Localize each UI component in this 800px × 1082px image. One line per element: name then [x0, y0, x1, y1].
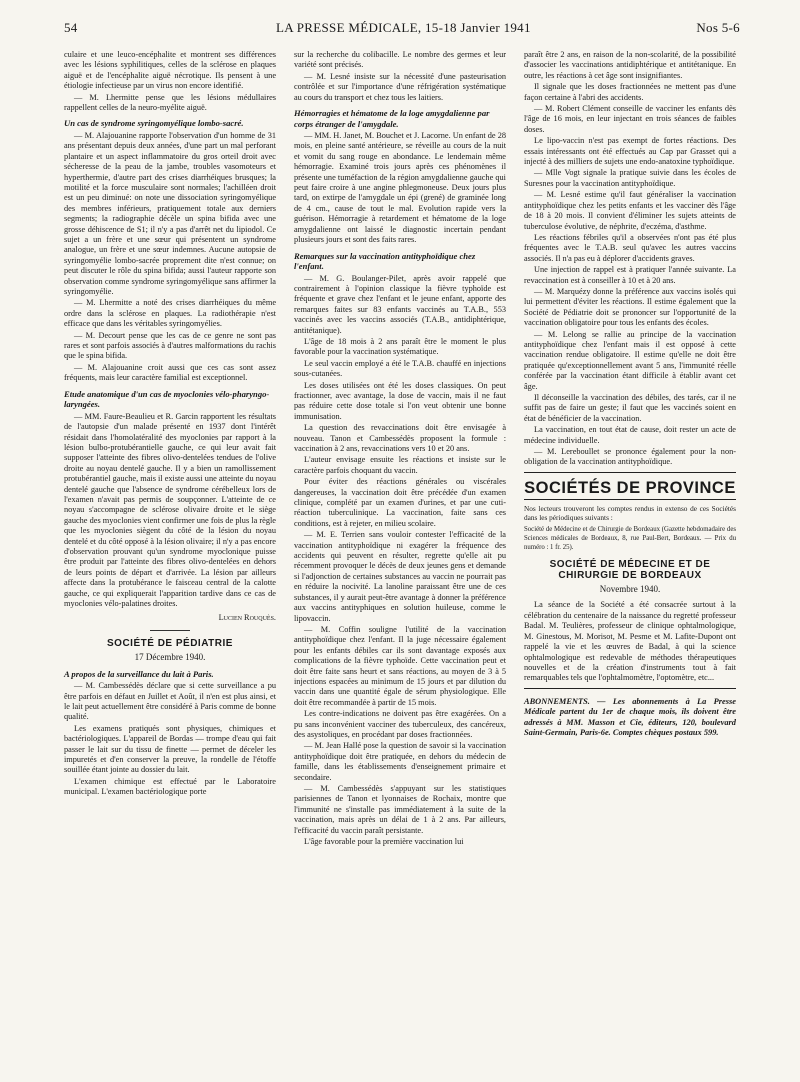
section-date: Novembre 1940.	[599, 584, 661, 595]
paragraph: — M. Cambessédès s'appuyant sur les statistiques parisiennes de Tanon et lyonnaises de Rochaix, montre que l'immunité ne s'installe pas immédiatement à la suite de la vaccination, mais après un délai de 1 à 2 ans. Par ailleurs, l'efficacité du vaccin paraît persistante.	[294, 784, 506, 835]
notice-sub: Société de Médecine et de Chirurgie de Bordeaux (Gazette hebdomadaire des Sciences médicales de Bordeaux, 8, rue Paul-Bert, Bordeaux. — Prix du numéro : 1 fr. 25).	[524, 526, 736, 552]
paragraph: — M. Jean Hallé pose la question de savoir si la vaccination antityphoïdique doit être pratiquée, en dehors du médecin de famille, dans les établissements d'enseignement primaire et secondaire.	[294, 741, 506, 782]
paragraph: — M. Lesné estime qu'il faut généraliser la vaccination antityphoïdique chez les petits enfants et les vacciner dès l'âge de 18 à 20 mois. Il convient d'éliminer les sujets atteints de tuberculose évolutive, de néphrite, d'eczéma, d'asthme.	[524, 190, 736, 231]
issue-number: Nos 5-6	[696, 20, 740, 35]
paragraph: culaire et une leuco-encéphalite et montrent ses différences avec les lésions syphilitiques, celles de la sclérose en plaques aiguë et de l'encéphalite aiguë nécrotique. Ils pensent à une étiologie infectieuse par un virus non encore identifié.	[64, 50, 276, 91]
column-1	[64, 50, 276, 799]
paragraph: Il déconseille la vaccination des débiles, des tarés, car il ne suffit pas de faire un geste; il faut que les vaccinés soient en état de bénéficier de la vaccination.	[524, 393, 736, 423]
paragraph: — M. G. Boulanger-Pilet, après avoir rappelé que contrairement à l'opinion classique la fièvre typhoïde est fréquente et grave chez l'enfant et le jeune enfant, apporte des remarques faites sur 83 enfants vaccinés au T.A.B., 553 vaccinés avec les vaccins associés (T.A.B., antidiphtérique, antitétanique).	[294, 273, 506, 335]
page-number: 54	[64, 20, 78, 35]
column-2	[294, 50, 506, 848]
section-heading: SOCIÉTÉ DE PÉDIATRIE	[107, 637, 233, 649]
section-title: SOCIÉTÉS DE PROVINCE	[524, 478, 736, 497]
article-heading: Etude anatomique d'un cas de myoclonies vélo-pharyngo-laryngées.	[64, 388, 270, 410]
page-header	[64, 20, 740, 40]
paragraph: — M. Cambessédès déclare que si cette surveillance a pu être parfois en défaut en Juillet et Août, il n'en est plus ainsi, et le lait peut actuellement être considéré à Paris comme de bonne qualité.	[64, 681, 276, 722]
journal-title: LA PRESSE MÉDICALE, 15-18 Janvier 1941	[276, 20, 531, 35]
paragraph: — M. Decourt pense que les cas de ce genre ne sont pas rares et sont parfois associés à d'autres malformations du rachis que le spina bifida.	[64, 330, 276, 361]
article-heading: Remarques sur la vaccination antityphoïdique chez l'enfant.	[294, 250, 476, 271]
article-heading: Hémorragies et hématome de la loge amygdalienne par corps étranger de l'amygdale.	[294, 108, 490, 129]
section-date: 17 Décembre 1940.	[134, 652, 206, 663]
paragraph: — M. Marquézy donne la préférence aux vaccins isolés qui lui permettent d'éviter les réactions. Il estime également que la Société de Pédiatrie doit se prononcer sur l'opportunité de la vaccination obligatoire pour tous les enfants des écoles.	[524, 286, 736, 328]
paragraph: L'âge favorable pour la première vaccination lui	[304, 837, 464, 847]
paragraph: — M. Robert Clément conseille de vacciner les enfants dès l'âge de 16 mois, en leur injectant en trois séances de faibles doses.	[524, 104, 736, 134]
author-signature: Lucien Rouquès.	[218, 613, 276, 623]
paragraph: Les doses utilisées ont été les doses classiques. On peut fractionner, avec avantage, la dose de vaccin, mais il ne faut pas réduire cette dose totale si l'on veut obtenir une bonne immunisation.	[294, 380, 506, 421]
paragraph: Pour éviter des réactions générales ou viscérales dangereuses, la vaccination doit être précédée d'un examen clinique, complété par un examen d'urines, et par une cuti-réaction tuberculinique. La vaccination, faite sans ces conditions, est à rejeter, en milieu scolaire.	[294, 477, 506, 528]
paragraph: Les examens pratiqués sont physiques, chimiques et bactériologiques. L'appareil de Bordas — trompe d'eau qui fait passer le lait sur du tissu de finette — permet de déceler les impuretés et d'en conserver la preuve, la rondelle de l'étoffe souillée étant jointe au dossier du lait.	[64, 723, 276, 775]
paragraph: Une injection de rappel est à pratiquer l'année suivante. La revaccination est à conseiller à 10 et à 20 ans.	[524, 265, 736, 285]
column-3	[524, 50, 736, 739]
paragraph: La vaccination, en tout état de cause, doit rester un acte de médecine individuelle.	[524, 425, 736, 445]
paragraph: — M. E. Terrien sans vouloir contester l'efficacité de la vaccination antityphoïdique ni exagérer la fréquence des accidents qui peuvent en résulter, regrette qu'elle ait pu récemment provoquer le décès de deux jeunes gens et demande si l'adjonction de certaines substances au vaccin ne pourrait pas en réduire la nocivité. La lanoline paraissant être une de ces substances, il y aurait peut-être avantage à donner la préférence aux vaccins antityphiques en solution huileuse, comme le lipovaccin.	[294, 530, 506, 623]
subscription-notice: ABONNEMENTS. — Les abonnements à La Presse Médicale partent du 1er de chaque mois, ils doivent être adressés à MM. Masson et Cie, éditeurs, 120, boulevard Saint-Germain, Paris-6e. Comptes chèques postaux 599.	[524, 696, 736, 738]
paragraph: L'examen chimique est effectué par le Laboratoire municipal. L'examen bactériologique porte	[64, 776, 276, 797]
paragraph: — MM. Faure-Beaulieu et R. Garcin rapportent les résultats de l'autopsie d'un malade présenté en 1937 dont l'intérêt résidait dans l'homolatéralité des myoclonies par rapport à la lésion bulbo-protubérantielle gauche, ce qui leur avait fait supposer l'atteinte des fibres olivo-dentelées tendues de l'olive droite au noyau dentelé gauche. Il y a bien un ramollissement protubérantiel gauche, mais il existe aussi une atteinte du noyau dentelé gauche que l'absence de syndrome cérébelleux lors de l'examen n'avait pas permis de soupçonner. L'atteinte de ce noyau s'accompagne de sclérose olivaire droite et le siège gauche des myoclonies vient confirmer une fois de plus la règle que les myoclonies siègent du côté de la lésion du noyau dentelé et du côté opposé à la lésion olivaire; il n'y a pas encore d'observation prouvant qu'un syndrome myoclonique puisse être produit par l'atteinte des fibres olivo-dentelées en dehors de leurs points de départ et d'arrivée. La lésion par ailleurs affecte dans la protubérance le faisceau central de la calotte gauche, ce qui expliquerait l'apparition tardive dans ce cas de myoclonies vélo-palatines droites.	[64, 411, 276, 608]
paragraph: Le lipo-vaccin n'est pas exempt de fortes réactions. Des essais intéressants ont été effectués au Cap par Grasset qui a injecté à des milliers de sujets une endo-anatoxine typhoïdique.	[524, 136, 736, 167]
divider	[524, 688, 736, 689]
paragraph: Les contre-indications ne doivent pas être exagérées. On a pu sans inconvénient vacciner des tuberculeux, des cancéreux, des asystoliques, en procédant par doses fractionnées.	[294, 709, 506, 739]
notice-text: Nos lecteurs trouveront les comptes rendus in extenso de ces Sociétés dans les périodiques suivants :	[524, 504, 736, 523]
paragraph: paraît être 2 ans, en raison de la non-scolarité, de la possibilité d'associer les vaccinations antidiphtérique et antitétanique. En outre, les réactions à cet âge sont insignifiantes.	[524, 50, 736, 80]
divider	[524, 472, 736, 473]
paragraph: — M. Lereboullet se prononce également pour la non-obligation de la vaccination antityphoïdique.	[524, 447, 736, 467]
paragraph: — M. Alajouanine croit aussi que ces cas sont assez fréquents, mais leur caractère familial est exceptionnel.	[64, 362, 276, 383]
paragraph: — M. Alajouanine rapporte l'observation d'un homme de 31 ans présentant depuis deux années, d'une part un mal perforant plantaire et un aspect inflammatoire du gros orteil droit avec sécheresse de la peau de la jambe, troubles vasomoteurs et hyperthermie, d'autre part des crises diarrhéiques brusques; la motilité et la force musculaire sont normales; l'achilléen droit est un peu diminué: on note une dissociation syringomyélique des membres inférieurs, pratiquement totale aux derniers segments; la radiographie décèle un spina bifida avec une grosse déhiscence de S1; il n'y a pas d'arrêt net du lipiodol. Ce sujet a un frère et une sœur qui présentent un syndrome analogue, un frère et une sœur indemnes. Aucune autopsie de syringomyélie lombo-sacrée proprement dite n'est connue; on peut discuter le rôle du spina bifida; aussi l'auteur rapporte son observation comme syndrome syringomyélique sans affirmer la syringomyélie.	[64, 130, 276, 297]
paragraph: La séance de la Société a été consacrée surtout à la célébration du centenaire de la naissance du regretté professeur Badal. M. Teulières, professeur de clinique ophtalmologique, M. Ginestous, M. Morisot, M. Pesme et M. Lafite-Dupont ont rappelé la vie et les œuvres de Badal, à qui la science ophtalmologique est redevable de méthodes thérapeutiques nouvelles et de la création d'instruments tout à fait remarquables tels que l'ophtalmomètre, l'optomètre, etc...	[524, 600, 736, 683]
paragraph: sur la recherche du colibacille. Le nombre des germes et leur variété sont précisés.	[294, 50, 506, 70]
paragraph: — M. Lhermitte pense que les lésions médullaires rappellent celles de la neuro-myélite aiguë.	[64, 92, 276, 113]
divider	[150, 630, 190, 631]
paragraph: L'âge de 18 mois à 2 ans paraît être le moment le plus favorable pour la vaccination systématique.	[294, 336, 506, 357]
paragraph: — MM. H. Janet, M. Bouchet et J. Lacorne. Un enfant de 28 mois, en pleine santé antérieure, se réveille au cours de la nuit et vomit du sang rouge en abondance. Le lendemain même hémorragie. Examiné trois jours après ces phénomènes il présente une tuméfaction de la région amygdalienne gauche qui peut faire croire à une angine phlegmoneuse. Deux jours plus tard, on extirpe de l'amygdale un épi (grené) de graminée long de 4 cm., cause de tout le mal. Evolution rapide vers la guérison. Hémorragie à retardement et hématome de la loge amygdalienne ont laissé le diagnostic incertain pendant plusieurs jours et sont des faits rares.	[294, 131, 506, 245]
divider	[524, 499, 736, 500]
section-heading: SOCIÉTÉ DE MÉDECINE ET DE CHIRURGIE DE BORDEAUX	[549, 559, 711, 581]
paragraph: — M. Lelong se rallie au principe de la vaccination antityphoïdique chez l'enfant mais il est opposé à cette vaccination rendue obligatoire. Il estime qu'elle ne doit être pratiquée qu'exceptionnellement avant 5 ans, l'immunité réelle conférée par la vaccination étant difficile à établir avant cet âge.	[524, 329, 736, 391]
paragraph: Le seul vaccin employé a été le T.A.B. chauffé en injections sous-cutanées.	[294, 358, 506, 379]
paragraph: — Mlle Vogt signale la pratique suivie dans les écoles de Suresnes pour la vaccination antityphoïdique.	[524, 168, 736, 188]
article-heading: Un cas de syndrome syringomyélique lombo-sacré.	[64, 118, 244, 129]
paragraph: L'auteur envisage ensuite les réactions et insiste sur le caractère parfois choquant du vaccin.	[294, 455, 506, 475]
paragraph: — M. Coffin souligne l'utilité de la vaccination antityphoïdique chez l'enfant. Il la juge nécessaire également pour les enfants débiles car ils sont davantage exposés aux complications de la fièvre typhoïde. Cette vaccination peut et doit être faite sans heurt et sans réactions, au moyen de 3 à 5 injections espacées au minimum de 15 jours et par dilution du vaccin dans une quantité égale de sérum physiologique. Elle doit être recommandée à partir de 15 mois.	[294, 624, 506, 707]
paragraph: La question des revaccinations doit être envisagée à nouveau. Tanon et Cambessédès proposent la formule : vaccination à 2 ans, revaccinations vers 10 et 20 ans.	[294, 423, 506, 453]
paragraph: Les réactions fébriles qu'il a observées n'ont pas été plus fréquentes avec le T.A.B. seul qu'avec les autres vaccins associés. Il n'a pas eu à déplorer d'accidents graves.	[524, 232, 736, 263]
article-heading: A propos de la surveillance du lait à Paris.	[64, 668, 214, 679]
paragraph: Il signale que les doses fractionnées ne mettent pas d'une façon certaine à l'abri des accidents.	[524, 82, 736, 102]
paragraph: — M. Lesné insiste sur la nécessité d'une pasteurisation contrôlée et sur l'importance d'une réfrigération systématique au cours du transport et chez tous les laitiers.	[294, 71, 506, 102]
notice	[524, 504, 736, 552]
paragraph: — M. Lhermitte a noté des crises diarrhéiques du même ordre dans la sclérose en plaques. La radiothérapie n'est efficace que dans les véritables syringomyélies.	[64, 298, 276, 329]
